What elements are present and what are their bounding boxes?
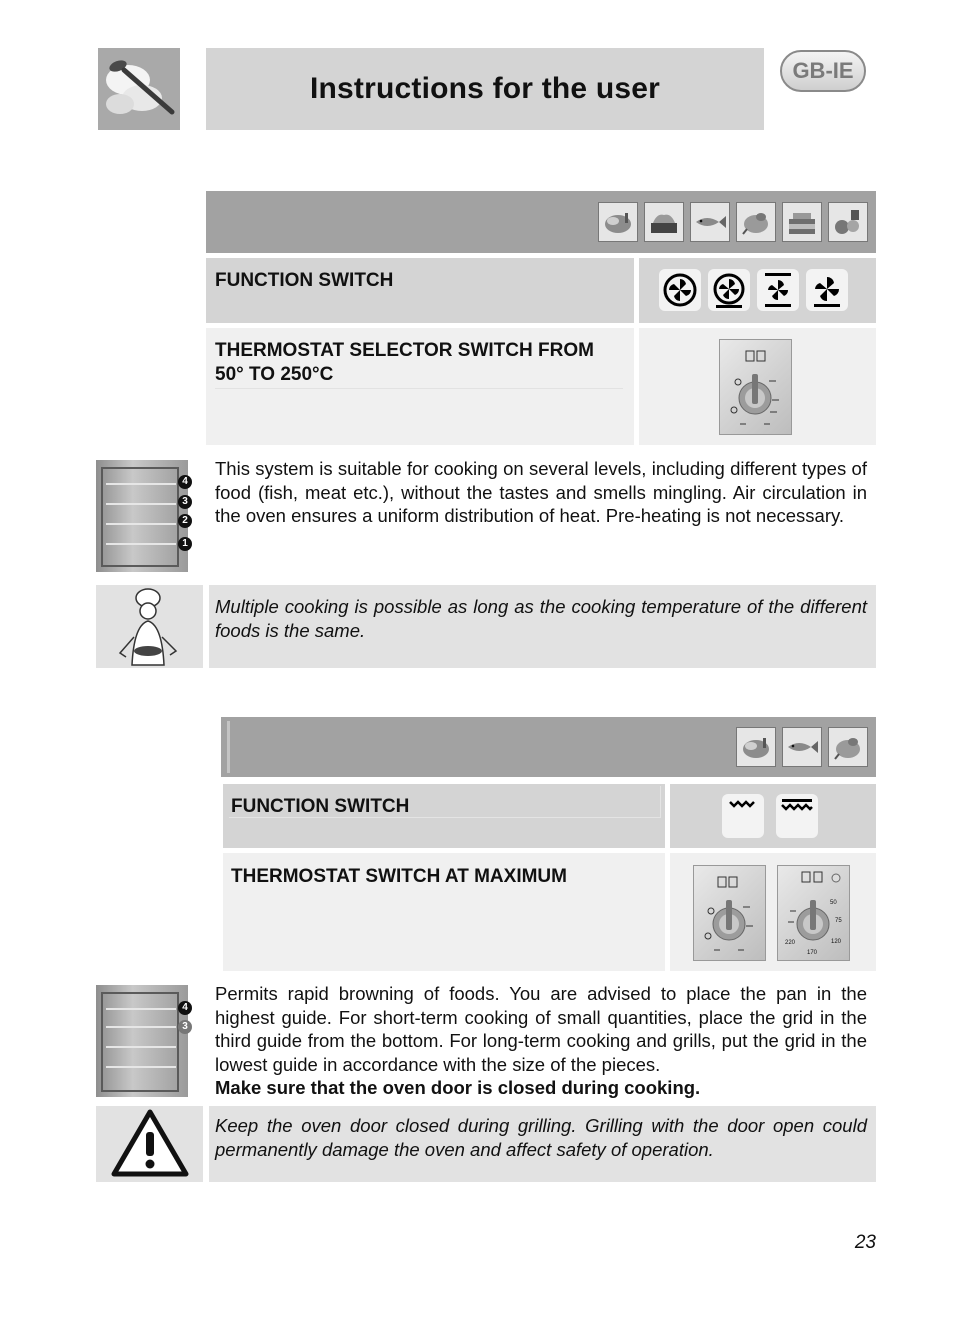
chef-hat-spoon-icon [98,48,180,130]
section2-function-icons-cell [670,784,876,848]
section1-description: This system is suitable for cooking on several levels, including different types of food (fish, meat etc.), without the tastes and smells mingling. Air circulation in the oven ensures a uniform distribution of heat. Pre-heating is not necessary. [215,458,867,526]
chef-icon [96,585,203,668]
roast-meat-icon [598,202,638,242]
section2-description-bold: Make sure that the oven door is closed during cooking. [215,1077,701,1098]
section2-description [215,982,867,1100]
section2-warning-box [209,1106,876,1182]
knob-scale-label: 50 [830,900,837,906]
roast-meat-icon [736,727,776,767]
circular-fan-icon [659,269,701,311]
oven-shelf-levels-image-2 [96,985,188,1097]
poultry-icon [828,727,868,767]
section1-thermostat-cell [206,328,634,445]
section1-banner [206,191,876,253]
section2-thermostat-label: THERMOSTAT SWITCH AT MAXIMUM [231,866,567,887]
section2-knobs-cell [670,853,876,971]
poultry-icon [736,202,776,242]
section1-function-switch-label: FUNCTION SWITCH [215,270,394,291]
cake-icon [782,202,822,242]
section1-function-switch-cell [206,258,634,323]
warning-triangle-icon [96,1106,203,1182]
knob-scale-label: 220 [785,940,796,946]
temperature-knob-icon [778,866,851,962]
section2-food-icons [736,727,868,767]
knob-scale-label: 170 [807,950,818,956]
page-number: 23 [854,1232,876,1253]
temperature-knob-panel [777,865,850,961]
chef-tip-image [96,585,203,668]
page-title-bar [206,48,764,130]
section1-thermostat-label: THERMOSTAT SELECTOR SWITCH FROM 50° TO 250°C [215,340,594,385]
shelf-level-badge: 4 [178,1001,192,1015]
shelf-level-badge: 4 [178,475,192,489]
knob-scale-label: 75 [835,918,842,924]
section1-tip-box [209,585,876,668]
section1-tip-text: Multiple cooking is possible as long as the cooking temperature of the different foods is the same. [215,596,867,641]
oven-shelves-icon [96,985,188,1097]
chef-logo [98,48,180,130]
section2-thermostat-cell [223,853,665,971]
section2-banner [221,717,876,777]
fan-only-icon [806,269,848,311]
fish-icon [782,727,822,767]
fan-top-bottom-icon [757,269,799,311]
thermostat-knob-icon [720,340,793,436]
thermostat-knob-panel [719,339,792,435]
oven-shelf-levels-image [96,460,188,572]
large-grill-icon [776,794,818,838]
section2-function-switch-label: FUNCTION SWITCH [231,796,410,817]
section1-function-icons [659,269,848,311]
section1-knob-cell [639,328,876,445]
fan-bottom-element-icon [708,269,750,311]
oven-shelves-icon [96,460,188,572]
grill-icon [722,794,764,838]
shelf-level-badge: 3 [178,495,192,509]
shelf-level-badge: 1 [178,537,192,551]
language-code: GB-IE [792,58,854,83]
section2-function-icons [722,794,818,838]
knob-scale-label: 120 [831,939,842,945]
section2-warning-text: Keep the oven door closed during grilling. Grilling with the door open could permanently damage the oven and affect safety of operation. [215,1115,867,1160]
shelf-level-badge: 2 [178,514,192,528]
bread-icon [644,202,684,242]
language-badge [780,50,866,92]
warning-image [96,1106,203,1182]
page-title: Instructions for the user [309,72,661,105]
section1-function-icons-cell [639,258,876,323]
function-knob-icon [694,866,767,962]
section1-food-icons [598,202,868,242]
shelf-level-badge: 3 [178,1020,192,1034]
vegetables-icon [828,202,868,242]
section2-function-switch-cell [223,784,665,848]
function-knob-panel [693,865,766,961]
section2-description-text: Permits rapid browning of foods. You are advised to place the pan in the highest guide. For short-term cooking of small quantities, place the grid in the third guide from the bottom. For long-term cooking and grills, put the grid in the lowest guide in accordance with the size of the pieces. [215,983,867,1075]
fish-icon [690,202,730,242]
